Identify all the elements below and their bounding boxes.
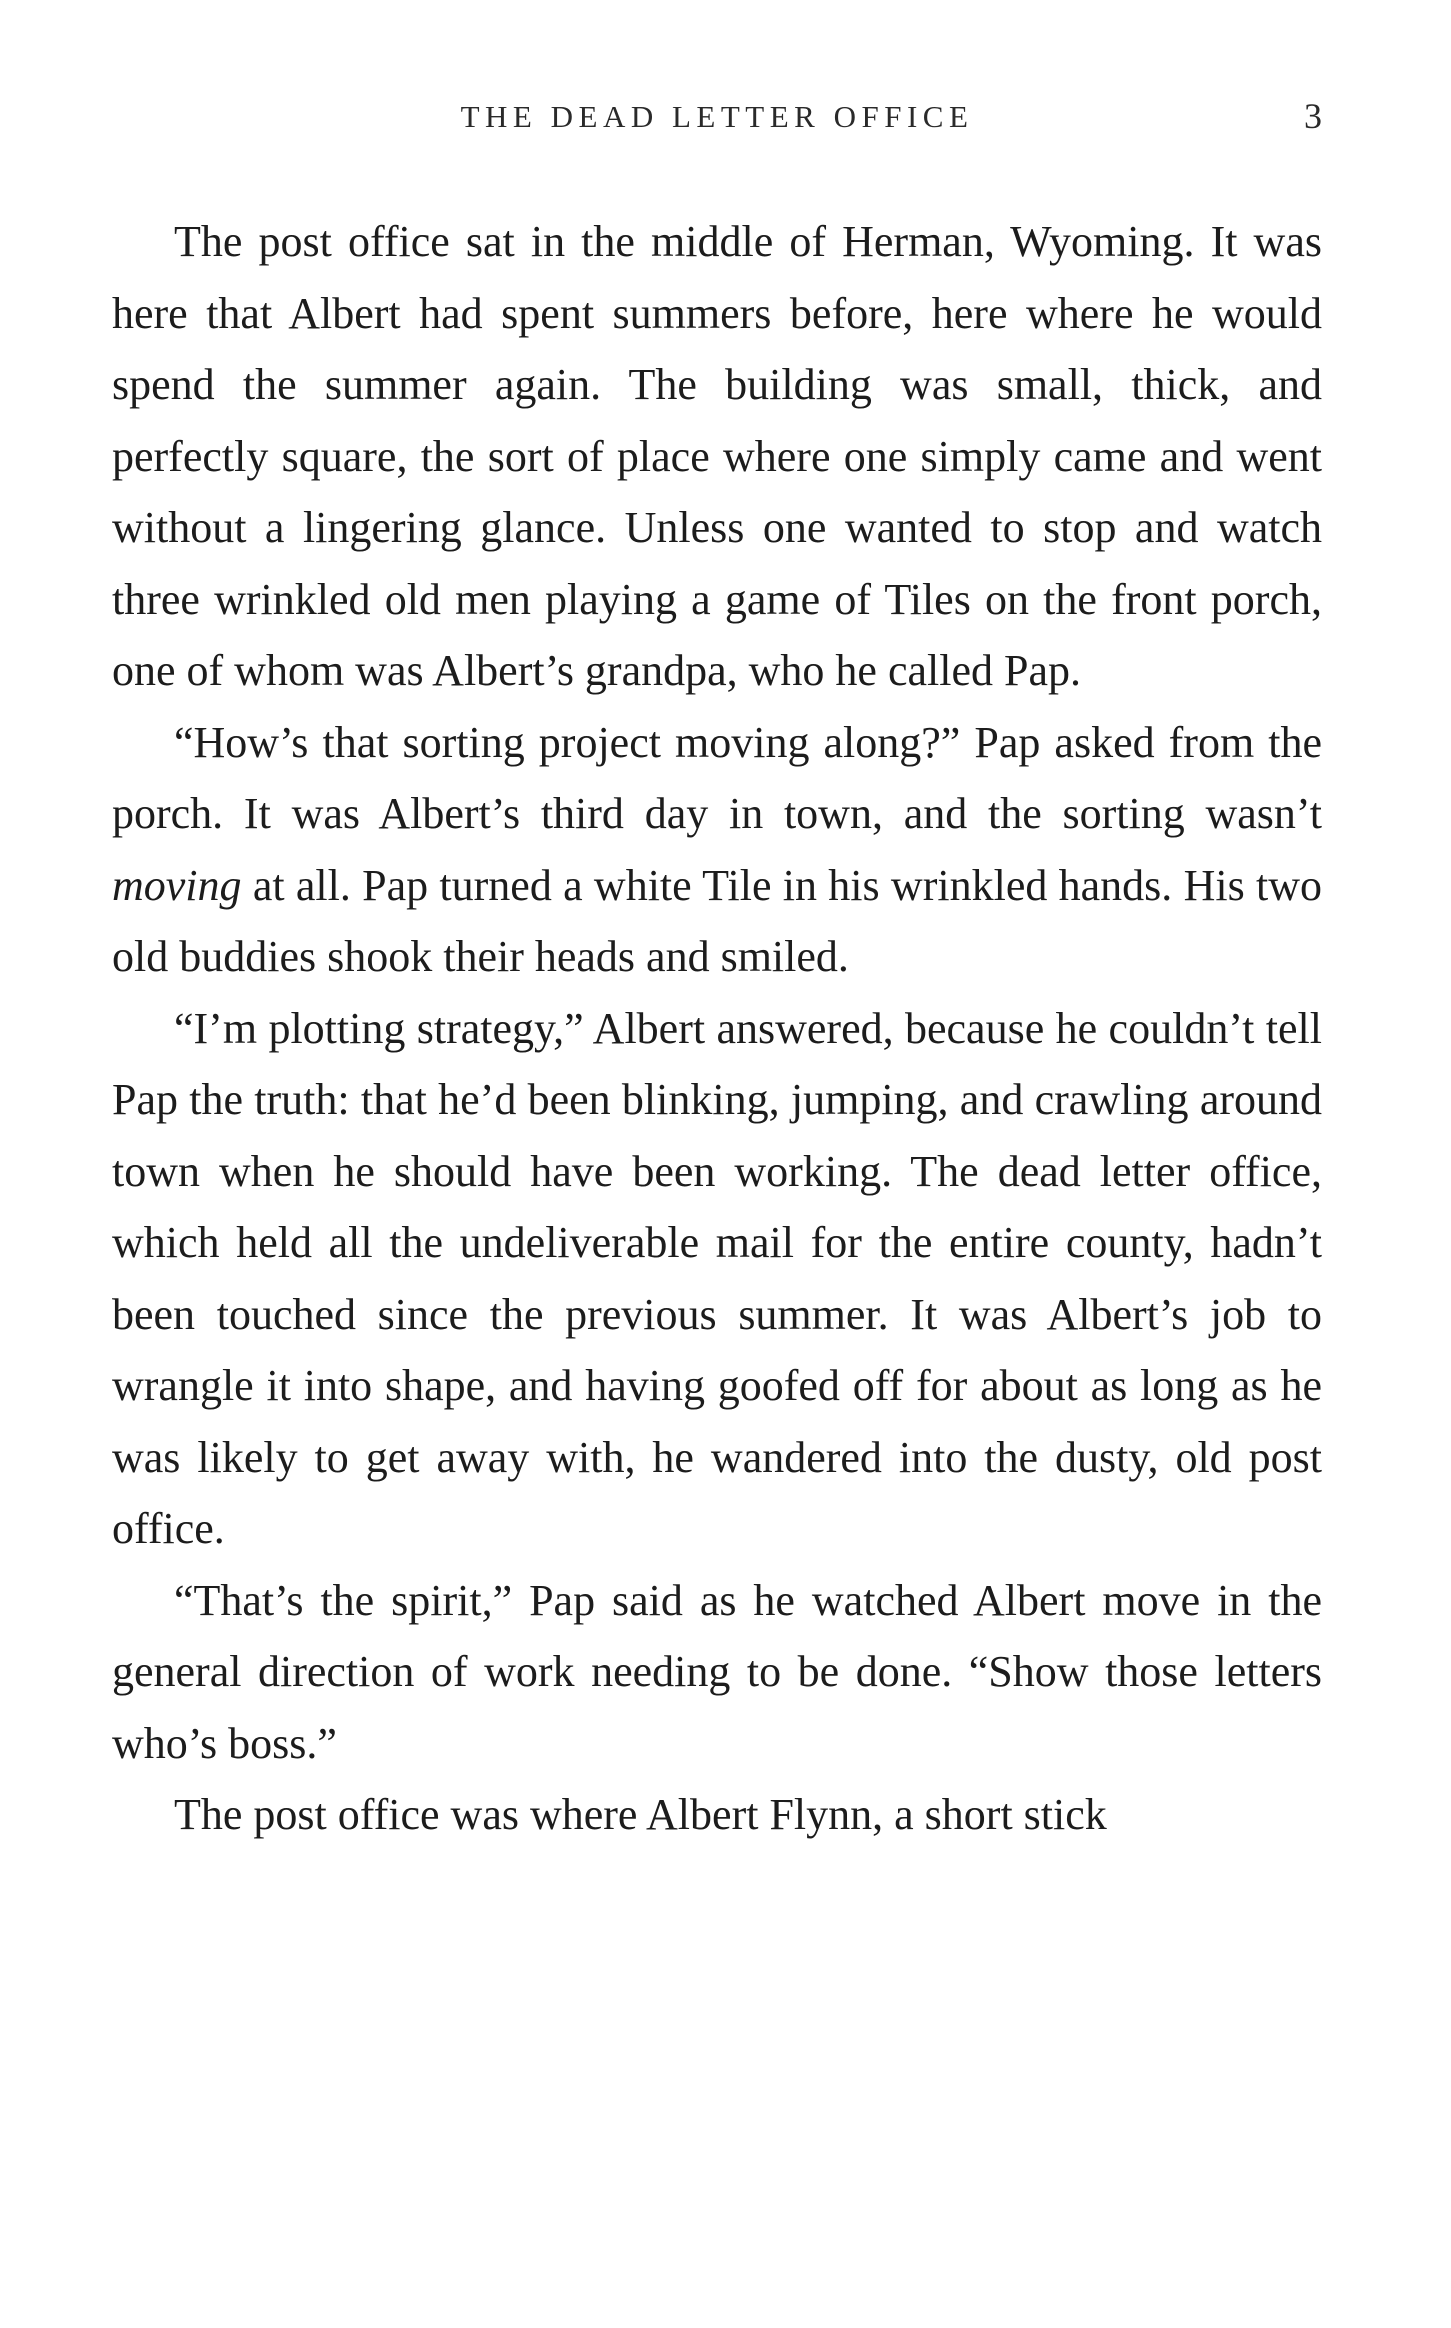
- body-text: [112, 206, 1322, 1851]
- paragraph-2: [112, 707, 1322, 993]
- paragraph-2-after: at all. Pap turned a white Tile in his wrinkled hands. His two old buddies shook their heads and smiled.: [112, 860, 1322, 981]
- running-head: [112, 92, 1322, 142]
- paragraph-2-emphasis: moving: [112, 860, 242, 910]
- running-title: THE DEAD LETTER OFFICE: [460, 99, 974, 134]
- paragraph-5: The post office was where Albert Flynn, a short stick: [174, 1790, 1107, 1839]
- paragraph-1: The post office sat in the middle of Herman, Wyoming. It was here that Albert had spent summers before, here where he would spend the summer again. The building was small, thick, and perfectly square, the sort of place where one simply came and went without a lingering glance. Unless one wanted to stop and watch three wrinkled old men playing a game of Tiles on the front porch, one of whom was Albert’s grandpa, who he called Pap.: [112, 217, 1322, 695]
- paragraph-2-before: “How’s that sorting project moving along?” Pap asked from the porch. It was Albert’s third day in town, and the sorting wasn’t: [112, 717, 1322, 838]
- page-number: 3: [1304, 96, 1322, 136]
- paragraph-4: “That’s the spirit,” Pap said as he watched Albert move in the general direction of work needing to be done. “Show those letters who’s boss.”: [112, 1575, 1322, 1768]
- paragraph-3: “I’m plotting strategy,” Albert answered, because he couldn’t tell Pap the truth: that he’d been blinking, jumping, and crawling around town when he should have been working. The dead letter office, which held all the undeliverable mail for the entire county, hadn’t been touched since the previous summer. It was Albert’s job to wrangle it into shape, and having goofed off for about as long as he was likely to get away with, he wandered into the dusty, old post office.: [112, 1003, 1322, 1553]
